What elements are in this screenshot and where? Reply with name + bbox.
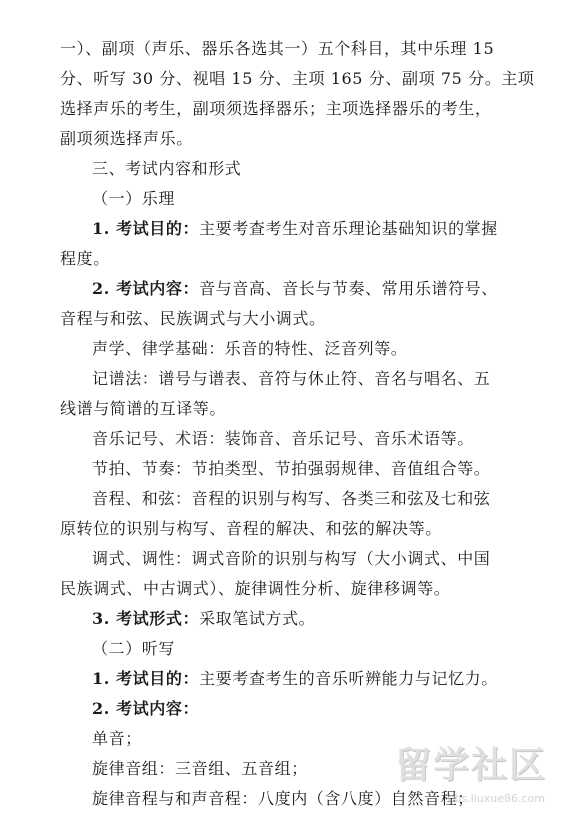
paragraph-line: 音乐记号、术语：装饰音、音乐记号、音乐术语等。 bbox=[92, 429, 474, 448]
paragraph-line: 1. 考试目的：主要考查考生对音乐理论基础知识的掌握 bbox=[92, 219, 498, 238]
paragraph-line: 记谱法：谱号与谱表、音符与休止符、音名与唱名、五 bbox=[92, 369, 491, 388]
paragraph-line: 副项须选择声乐。 bbox=[60, 129, 193, 148]
subsection-heading: （一）乐理 bbox=[92, 189, 176, 208]
paragraph-line: 节拍、节奏：节拍类型、节拍强弱规律、音值组合等。 bbox=[92, 459, 491, 478]
paragraph-line: 旋律音程与和声音程：八度内（含八度）自然音程； bbox=[92, 789, 474, 808]
item-label: 2. 考试内容： bbox=[92, 279, 200, 298]
item-label: 1. 考试目的： bbox=[92, 219, 200, 238]
paragraph-line: 2. 考试内容：音与音高、音长与节奏、常用乐谱符号、 bbox=[92, 279, 498, 298]
paragraph-line: 线谱与简谱的互译等。 bbox=[60, 399, 227, 418]
paragraph-line: 一）、副项（声乐、器乐各选其一）五个科目，其中乐理 15 bbox=[60, 39, 495, 58]
subsection-heading: （二）听写 bbox=[92, 639, 176, 658]
paragraph-line: 民族调式、中古调式）、旋律调性分析、旋律移调等。 bbox=[60, 579, 451, 598]
paragraph-line: 3. 考试形式：采取笔试方式。 bbox=[92, 609, 316, 628]
paragraph-line: 音程与和弦、民族调式与大小调式。 bbox=[60, 309, 326, 328]
watermark-logo bbox=[381, 744, 549, 806]
item-label: 3. 考试形式： bbox=[92, 609, 200, 628]
paragraph-line: 单音； bbox=[92, 729, 142, 748]
section-heading: 三、考试内容和形式 bbox=[92, 159, 242, 178]
item-label: 2. 考试内容： bbox=[92, 699, 200, 718]
paragraph-line: 分、听写 30 分、视唱 15 分、主项 165 分、副项 75 分。主项 bbox=[60, 69, 535, 88]
paragraph-line: 音程、和弦：音程的识别与构写、各类三和弦及七和弦 bbox=[92, 489, 491, 508]
watermark-url: bbs.liuxue86.com bbox=[447, 792, 545, 805]
paragraph-line: 选择声乐的考生，副项须选择器乐；主项选择器乐的考生， bbox=[60, 99, 492, 118]
paragraph-line: 声学、律学基础：乐音的特性、泛音列等。 bbox=[92, 339, 408, 358]
paragraph-line: 原转位的识别与构写、音程的解决、和弦的解决等。 bbox=[60, 519, 442, 538]
paragraph-line: 调式、调性：调式音阶的识别与构写（大小调式、中国 bbox=[92, 549, 491, 568]
watermark-logo-text: 留学社区 bbox=[394, 745, 547, 786]
item-label: 1. 考试目的： bbox=[92, 669, 200, 688]
paragraph-line bbox=[92, 698, 199, 720]
paragraph-line: 1. 考试目的：主要考查考生的音乐听辨能力与记忆力。 bbox=[92, 669, 498, 688]
paragraph-line: 程度。 bbox=[60, 249, 110, 268]
paragraph-line: 旋律音组：三音组、五音组； bbox=[92, 759, 308, 778]
